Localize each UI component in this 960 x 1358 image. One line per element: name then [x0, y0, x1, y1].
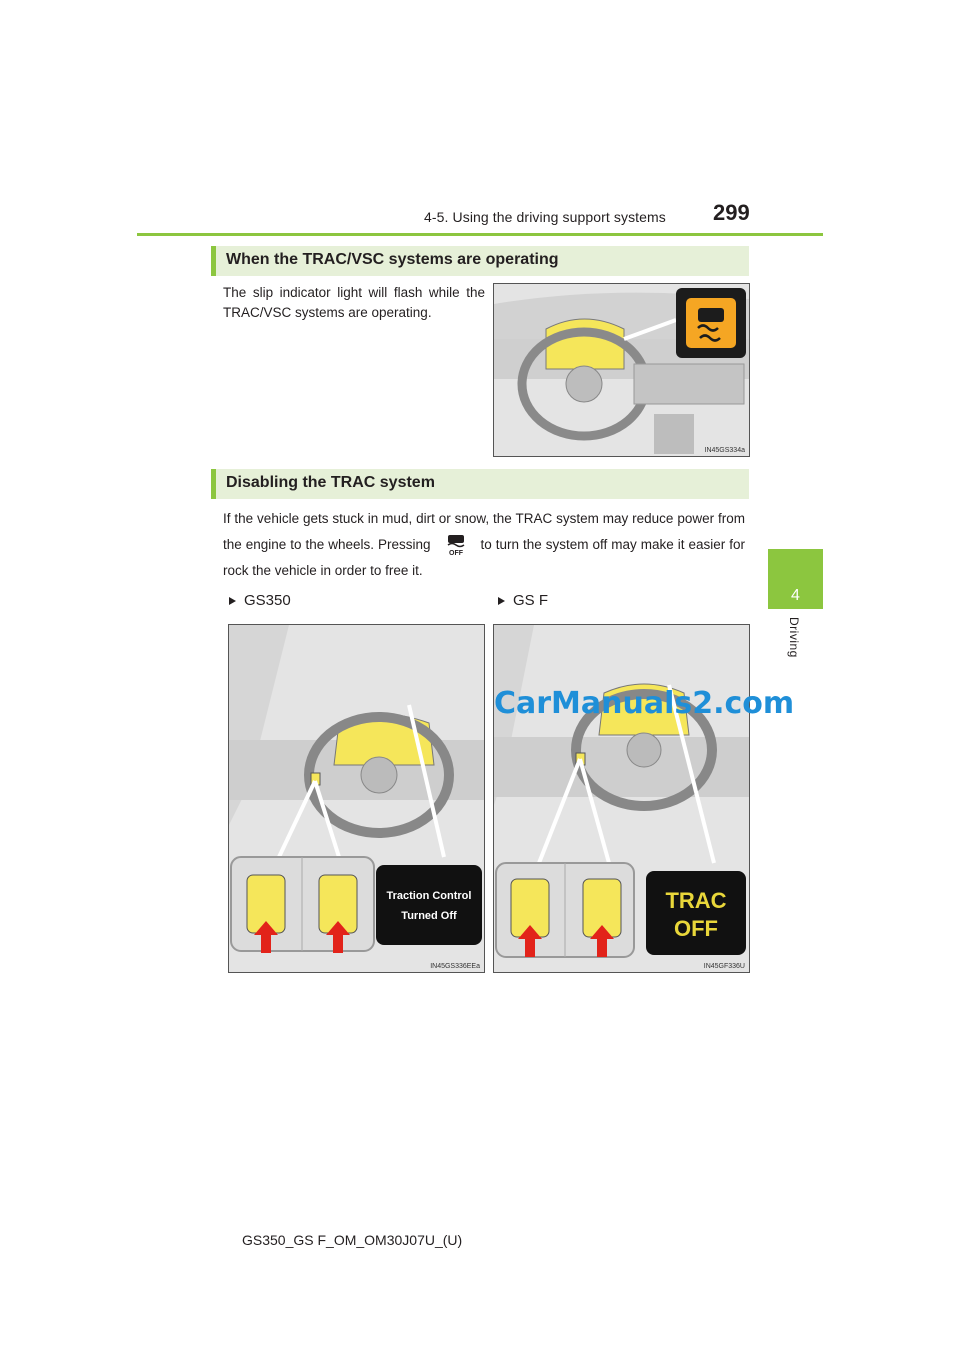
car-skid-icon — [698, 308, 724, 322]
body-text-part2: to turn the system off may make it easier for rock the vehicle in order to free it. — [223, 537, 745, 578]
section-heading-trac-vsc-operating: When the TRAC/VSC systems are operating — [211, 246, 749, 276]
chapter-label: Driving — [787, 617, 801, 658]
display-text-line2: Turned Off — [401, 910, 457, 922]
section2-body-text — [223, 506, 745, 584]
figure-code: IN45GS336EEa — [430, 963, 480, 970]
header-rule — [137, 233, 823, 236]
figure-code: IN45GS334a — [704, 447, 745, 454]
figure-code: IN45GF336U — [703, 963, 745, 970]
svg-text:OFF: OFF — [448, 550, 463, 557]
display-text-line2: OFF — [674, 916, 718, 941]
display-text-line1: TRAC — [665, 888, 727, 913]
section1-body-text: The slip indicator light will flash while the TRAC/VSC systems are operating. — [223, 285, 485, 320]
figure-gs350-trac-off — [228, 624, 485, 973]
figure-slip-indicator — [493, 283, 750, 457]
variant-label-gsf: GS F — [498, 592, 548, 609]
display-text-line1: Traction Control — [386, 890, 472, 902]
variant-label-gs350: GS350 — [229, 592, 291, 609]
triangle-bullet-icon — [498, 597, 505, 605]
dashboard-illustration — [494, 284, 749, 456]
section-heading-disabling-trac: Disabling the TRAC system — [211, 469, 749, 499]
running-header: 4-5. Using the driving support systems — [424, 209, 666, 225]
traction-off-switch-icon — [439, 534, 473, 556]
body-text-part1: If the vehicle gets stuck in mud, dirt or snow, the TRAC system may reduce power from the engine to the wheels. Pressing — [223, 511, 745, 552]
figure-gsf-trac-off — [493, 624, 750, 973]
document-footer: GS350_GS F_OM_OM30J07U_(U) — [242, 1232, 463, 1248]
chapter-number: 4 — [791, 587, 800, 604]
watermark: CarManuals2.com — [494, 686, 795, 721]
triangle-bullet-icon — [229, 597, 236, 605]
page-number: 299 — [713, 200, 750, 225]
